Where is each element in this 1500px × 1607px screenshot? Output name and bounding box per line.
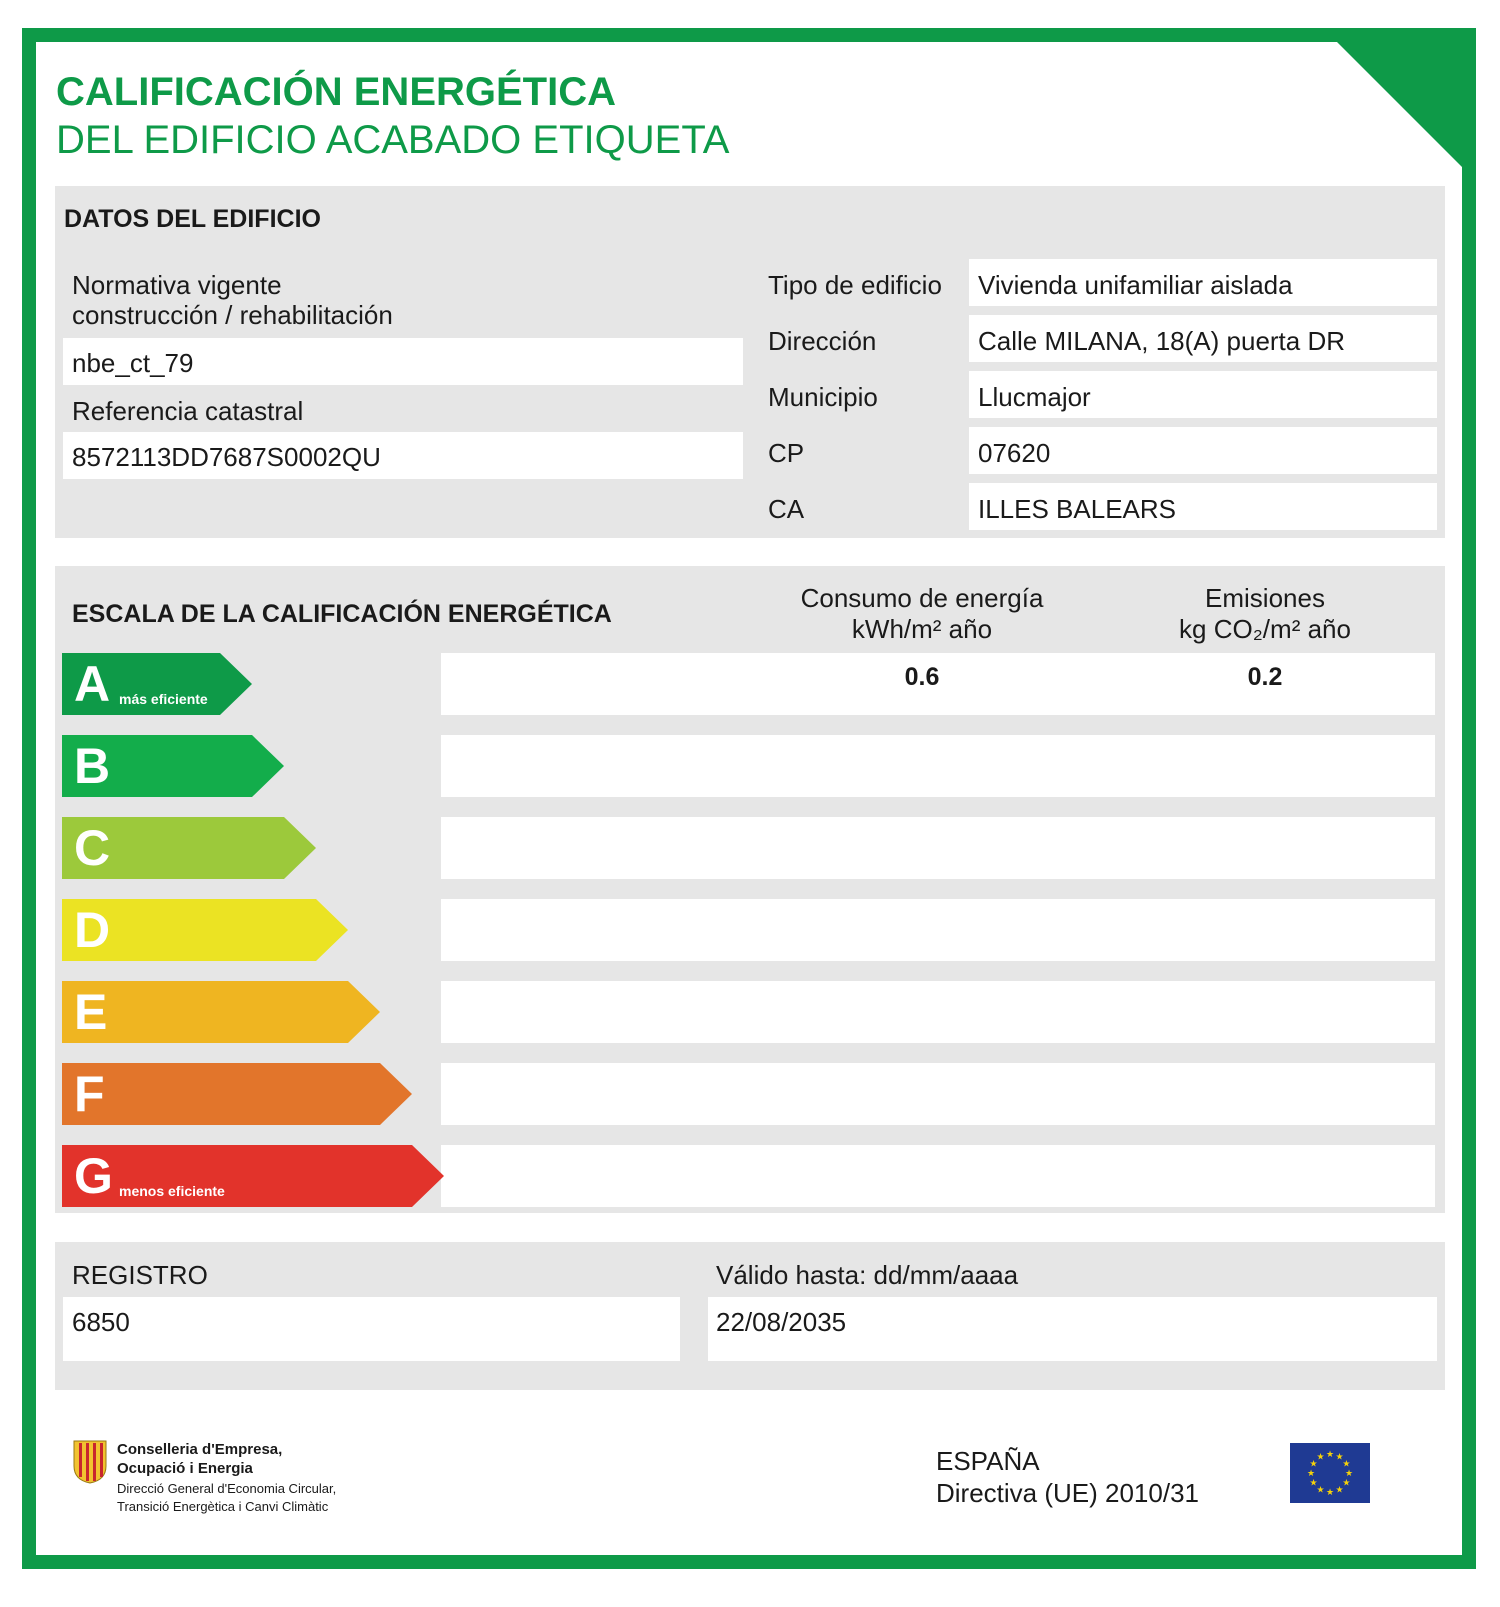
consumo-value: 0.6 <box>904 663 940 691</box>
grade-sublabel-g: menos eficiente <box>119 1183 225 1199</box>
grade-arrow-c <box>62 817 316 879</box>
directive-label: Directiva (UE) 2010/31 <box>936 1478 1199 1508</box>
valido-label: Válido hasta: dd/mm/aaaa <box>716 1260 1019 1290</box>
eu-star-icon: ★ <box>1309 1477 1318 1488</box>
municipio-label: Municipio <box>768 382 878 412</box>
building-section-title: DATOS DEL EDIFICIO <box>64 205 321 233</box>
org-line4: Transició Energètica i Canvi Climàtic <box>117 1499 329 1514</box>
org-line3: Direcció General d'Economia Circular, <box>117 1481 337 1496</box>
valido-value: 22/08/2035 <box>716 1307 847 1337</box>
cp-label: CP <box>768 438 805 468</box>
registro-field <box>63 1297 680 1361</box>
balearic-shield-icon <box>73 1440 107 1484</box>
municipio-value: Llucmajor <box>978 382 1091 412</box>
emisiones-value: 0.2 <box>1247 663 1283 691</box>
country-label: ESPAÑA <box>936 1446 1040 1476</box>
grade-letter-f: F <box>74 1066 105 1122</box>
grade-arrow-f <box>62 1063 412 1125</box>
eu-star-icon: ★ <box>1342 1477 1351 1488</box>
consumo-header-line1: Consumo de energía <box>800 583 1044 613</box>
grade-row-e <box>441 981 1435 1043</box>
grade-row-g <box>441 1145 1435 1207</box>
grade-letter-g: G <box>74 1148 113 1204</box>
eu-star-icon: ★ <box>1344 1468 1354 1478</box>
registro-label: REGISTRO <box>72 1260 208 1290</box>
normativa-label-2: construcción / rehabilitación <box>72 300 393 330</box>
consumo-header <box>772 583 1072 645</box>
registro-value: 6850 <box>72 1307 130 1337</box>
eu-star-icon: ★ <box>1316 1451 1325 1462</box>
normativa-label: Normativa vigente <box>72 270 282 300</box>
emisiones-header-line2: kg CO₂/m² año <box>1179 614 1351 644</box>
grade-arrow-a <box>62 653 252 715</box>
tipo-label: Tipo de edificio <box>768 270 942 300</box>
grade-arrow-b <box>62 735 284 797</box>
scale-section-title: ESCALA DE LA CALIFICACIÓN ENERGÉTICA <box>72 600 612 628</box>
eu-star-icon: ★ <box>1309 1458 1318 1469</box>
eu-star-icon: ★ <box>1342 1458 1351 1469</box>
eu-star-icon: ★ <box>1306 1468 1316 1478</box>
eu-star-icon: ★ <box>1325 1449 1335 1459</box>
consumo-header-line2: kWh/m² año <box>851 614 993 644</box>
grade-arrow-d <box>62 899 348 961</box>
eu-star-icon: ★ <box>1325 1487 1335 1497</box>
grade-letter-b: B <box>74 738 111 794</box>
grade-sublabel-a: más eficiente <box>119 691 208 707</box>
grade-letter-c: C <box>74 820 111 876</box>
grade-row-f <box>441 1063 1435 1125</box>
tipo-value: Vivienda unifamiliar aislada <box>978 270 1293 300</box>
grade-letter-d: D <box>74 902 111 958</box>
grade-row-b <box>441 735 1435 797</box>
emisiones-header <box>1115 583 1415 645</box>
cp-value: 07620 <box>978 438 1051 468</box>
grade-row-c <box>441 817 1435 879</box>
direccion-value: Calle MILANA, 18(A) puerta DR <box>978 326 1346 356</box>
corner-triangle-icon <box>1337 42 1462 167</box>
ca-value: ILLES BALEARS <box>978 494 1176 524</box>
direccion-label: Dirección <box>768 326 877 356</box>
grade-arrow-g <box>62 1145 444 1207</box>
grade-letter-a: A <box>74 656 111 712</box>
eu-star-icon: ★ <box>1335 1484 1344 1495</box>
grade-arrow-e <box>62 981 380 1043</box>
eu-star-icon: ★ <box>1316 1484 1325 1495</box>
org-line2: Ocupació i Energia <box>117 1460 253 1477</box>
grade-letter-e: E <box>74 984 108 1040</box>
title-line2: DEL EDIFICIO ACABADO ETIQUETA <box>56 118 730 162</box>
org-line1: Conselleria d'Empresa, <box>117 1441 283 1458</box>
eu-flag-icon <box>1290 1443 1370 1503</box>
referencia-value: 8572113DD7687S0002QU <box>72 442 381 472</box>
referencia-label: Referencia catastral <box>72 396 304 426</box>
grade-row-d <box>441 899 1435 961</box>
title-line1: CALIFICACIÓN ENERGÉTICA <box>56 70 616 114</box>
eu-star-icon: ★ <box>1335 1451 1344 1462</box>
ca-label: CA <box>768 494 805 524</box>
normativa-value: nbe_ct_79 <box>72 348 194 378</box>
emisiones-header-line1: Emisiones <box>1205 583 1325 613</box>
